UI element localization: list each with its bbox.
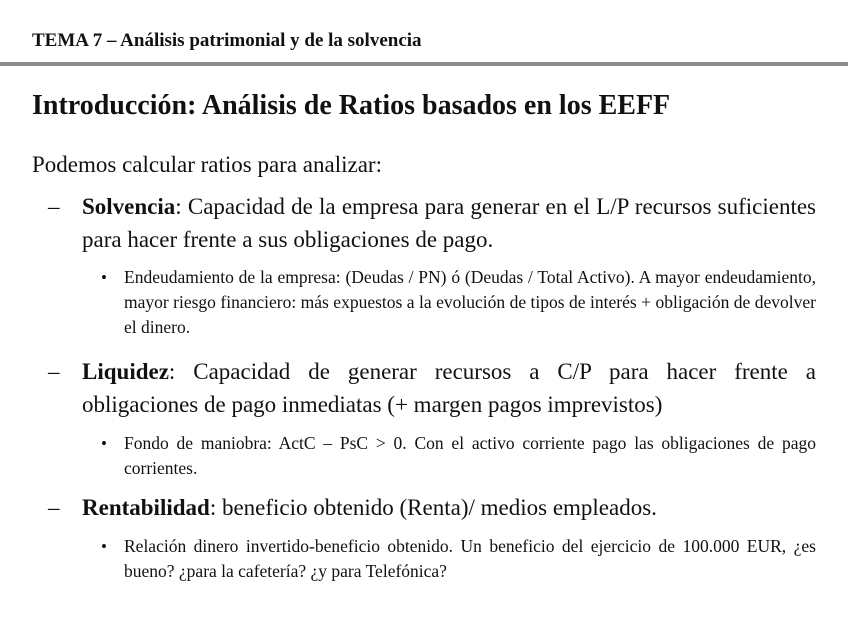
- solvencia-item: [82, 190, 816, 256]
- solvencia-term: Solvencia: [82, 194, 176, 219]
- liquidez-item: [82, 355, 816, 421]
- liquidez-bullet: Fondo de maniobra: ActC – PsC > 0. Con el activo corriente pago las obligaciones de pago corrientes.: [124, 433, 816, 478]
- rentabilidad-item: [82, 491, 816, 524]
- dash-marker: –: [48, 359, 60, 384]
- bullet-marker: •: [101, 434, 107, 453]
- document-header: TEMA 7 – Análisis patrimonial y de la solvencia: [32, 30, 422, 51]
- solvencia-description: : Capacidad de la empresa para generar en el L/P recursos suficientes para hacer frente a sus obligaciones de pago.: [82, 194, 816, 252]
- dash-marker: –: [48, 495, 60, 520]
- rentabilidad-description: : beneficio obtenido (Renta)/ medios empleados.: [209, 495, 657, 520]
- bullet-marker: •: [101, 537, 107, 556]
- rentabilidad-bullet: Relación dinero invertido-beneficio obtenido. Un beneficio del ejercicio de 100.000 EUR, ¿es bueno? ¿para la cafetería? ¿y para Telefónica?: [124, 536, 816, 581]
- solvencia-bullet: Endeudamiento de la empresa: (Deudas / PN) ó (Deudas / Total Activo). A mayor endeudamiento, mayor riesgo financiero: más expuestos a la evolución de tipos de interés + obligación de devolver el dinero.: [124, 267, 816, 337]
- slide-title: Introducción: Análisis de Ratios basados en los EEFF: [32, 90, 671, 121]
- liquidez-description: : Capacidad de generar recursos a C/P para hacer frente a obligaciones de pago inmediatas (+ margen pagos imprevistos): [82, 359, 816, 417]
- dash-marker: –: [48, 194, 60, 219]
- liquidez-term: Liquidez: [82, 359, 169, 384]
- intro-text: Podemos calcular ratios para analizar:: [32, 152, 382, 177]
- bullet-marker: •: [101, 268, 107, 287]
- rentabilidad-term: Rentabilidad: [82, 495, 210, 520]
- header-divider: [0, 62, 848, 66]
